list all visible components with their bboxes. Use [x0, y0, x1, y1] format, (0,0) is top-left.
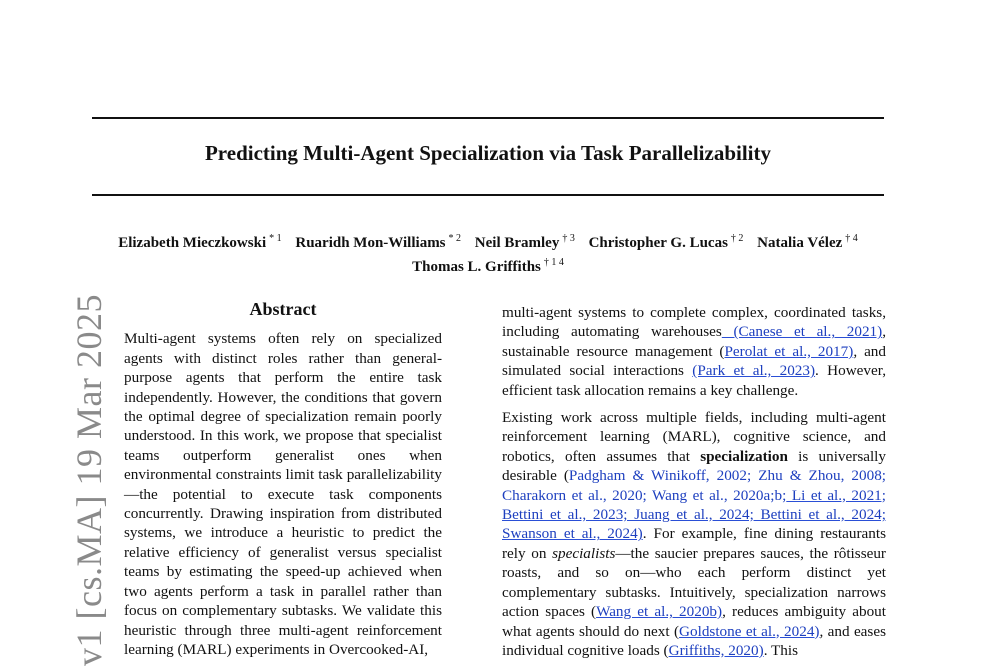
body-paragraph-1: multi-agent systems to complete complex, coordinated tasks, including automating warehouses (Canese et al., 2021), sustainable resource management (Perolat et al., 2017), and simulated social interactions (Park et al., 2023). However, efficient task allocation remains a key challenge. — [502, 304, 887, 399]
citation-link[interactable]: Li et al., 2021; Bettini et al., 2023; Juang et al., 2024; Bettini et al., 2024; Swanson et al., 2024) — [502, 486, 886, 543]
abstract-column — [124, 300, 442, 659]
citation-link[interactable]: Wang et al., 2020b) — [596, 603, 723, 621]
citation-link[interactable]: Padgham & Winikoff, 2002; Zhu & Zhou, 2008; Charakorn et al., 2020; Wang et al., 2020a;b; — [502, 467, 887, 504]
body-column — [502, 303, 886, 668]
author: Elizabeth Mieczkowski $^{* 1}$ — [118, 233, 282, 251]
abstract-heading: Abstract — [249, 299, 317, 319]
paper-title: Predicting Multi-Agent Specialization via Task Parallelizability — [204, 141, 771, 165]
author: Thomas L. Griffiths $^{\dagger 1 4}$ — [412, 257, 564, 275]
citation-link[interactable]: (Canese et al., 2021) — [721, 323, 883, 341]
citation-link[interactable]: Griffiths, 2020) — [668, 641, 764, 659]
citation-link[interactable]: Perolat et al., 2017) — [724, 342, 854, 360]
author: Christopher G. Lucas $^{\dagger 2}$ — [588, 233, 744, 251]
body-paragraph-2: Existing work across multiple fields, including multi-agent reinforcement learning (MARL), cognitive science, and robotics, often assumes that specialization is universally desirable (Padgham & Winikoff, 2002; Zhu & Zhou, 2008; Charakorn et al., 2020; Wang et al., 2020a;b; Li et al., 2021; Bettini et al., 2023; Juang et al., 2024; Bettini et al., 2024; Swanson et al., 2024). For example, fine dining restaurants rely on specialists—the saucier prepares sauces, the rôtisseur roasts, and so on—who each perform distinct yet complementary subtasks. Intuitively, specialization narrows action spaces (Wang et al., 2020b), reduces ambiguity about what agents should do next (Goldstone et al., 2024), and eases individual cognitive loads (Griffiths, 2020). This — [502, 409, 887, 659]
citation-link[interactable]: (Park et al., 2023) — [692, 362, 816, 380]
abstract-text: Multi-agent systems often rely on specialized agents with distinct roles rather than general-purpose agents that perform the entire task independently. However, the conditions that govern the optimal degree of specialization remain poorly understood. In this work, we propose that specialist teams outperform generalist ones when environmental constraints limit task parallelizability—the potential to execute task components concurrently. Drawing inspiration from distributed systems, we introduce a heuristic to predict the relative efficiency of generalist versus specialist teams by estimating the speed-up achieved when two agents perform a task in parallel rather than focus on complementary subtasks. We validate this heuristic through three multi-agent reinforcement learning (MARL) experiments in Overcooked-AI, — [124, 330, 442, 658]
title-bottom-rule — [92, 194, 884, 196]
author-list — [60, 229, 916, 277]
author: Ruaridh Mon-Williams $^{* 2}$ — [295, 233, 462, 251]
author: Natalia Vélez $^{\dagger 4}$ — [757, 233, 858, 251]
arxiv-identifier-stamp: v1 [cs.MA] 19 Mar 2025 — [69, 294, 109, 666]
author: Neil Bramley $^{\dagger 3}$ — [474, 233, 575, 251]
title-top-rule — [92, 117, 884, 119]
citation-link[interactable]: Goldstone et al., 2024) — [679, 622, 820, 640]
